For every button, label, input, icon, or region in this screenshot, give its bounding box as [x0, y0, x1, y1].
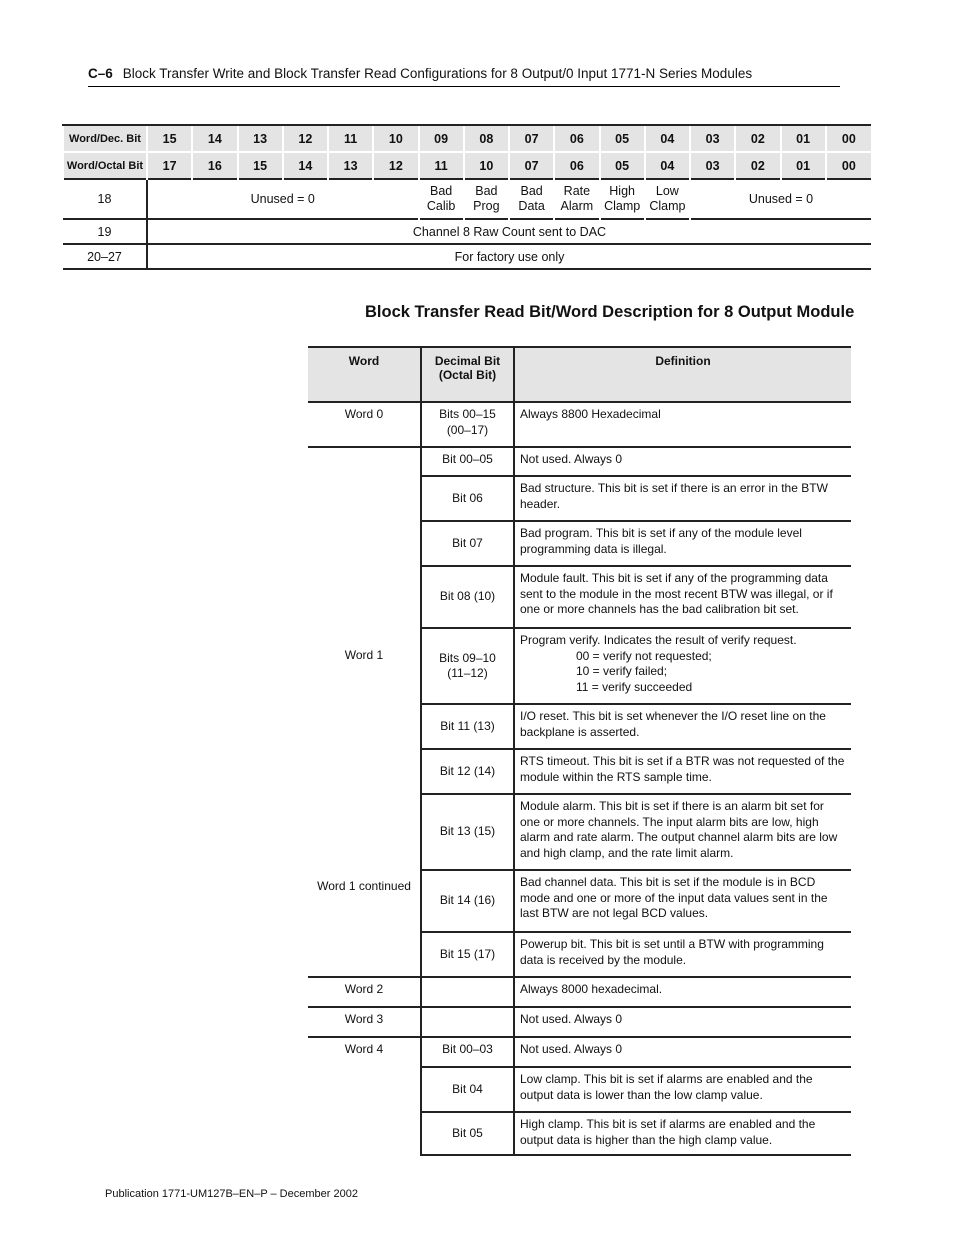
word-19-row	[63, 219, 871, 244]
bit-cell: Bit 05	[421, 1112, 514, 1155]
word-cell: Word 3	[308, 1007, 421, 1037]
dec-bit-cell: 12	[283, 125, 328, 152]
dec-bit-row	[63, 125, 871, 152]
oct-bit-row	[63, 152, 871, 179]
unused-field: Unused = 0	[147, 179, 419, 219]
oct-bit-cell: 15	[238, 152, 283, 179]
oct-bit-cell: 17	[147, 152, 192, 179]
definition-cell: Bad channel data. This bit is set if the module is in BCD mode and one or more of the input data values sent in the last BTW are not legal BCD values.	[514, 870, 851, 932]
bit-description-table	[308, 346, 851, 1156]
oct-bit-cell: 12	[373, 152, 418, 179]
dec-bit-cell: 14	[192, 125, 237, 152]
oct-bit-cell: 01	[781, 152, 826, 179]
table-header-row	[308, 347, 851, 402]
bit-layout-table	[62, 124, 871, 270]
page-footer: Publication 1771-UM127B–EN–P – December 2002	[105, 1188, 358, 1200]
bad-data-field: Bad Data	[509, 179, 554, 219]
word-cell: Word 4	[308, 1037, 421, 1155]
definition-cell: Always 8000 hexadecimal.	[514, 977, 851, 1007]
word-cell: Word 2	[308, 977, 421, 1007]
oct-bit-label: Word/Octal Bit	[63, 152, 147, 179]
bit-cell: Bits 09–10 (11–12)	[421, 628, 514, 704]
section-title: Block Transfer Read Bit/Word Description for 8 Output Module	[365, 303, 855, 321]
page-number: C–6	[88, 66, 113, 81]
word-number: 18	[63, 179, 147, 219]
bad-calib-field: Bad Calib	[419, 179, 464, 219]
dec-bit-cell: 15	[147, 125, 192, 152]
word-cell: Word 1	[308, 447, 421, 794]
oct-bit-cell: 13	[328, 152, 373, 179]
bit-cell	[421, 1007, 514, 1037]
oct-bit-cell: 06	[554, 152, 599, 179]
col-word-header: Word	[308, 347, 421, 402]
col-definition-header: Definition	[514, 347, 851, 402]
bit-cell: Bit 00–03	[421, 1037, 514, 1067]
dec-bit-cell: 09	[419, 125, 464, 152]
low-clamp-field: Low Clamp	[645, 179, 690, 219]
definition-cell: Powerup bit. This bit is set until a BTW with programming data is received by the module.	[514, 932, 851, 977]
page-header-title: Block Transfer Write and Block Transfer Read Configurations for 8 Output/0 Input 1771-N Series Modules	[122, 66, 753, 81]
dec-bit-cell: 02	[735, 125, 780, 152]
table-row	[308, 1037, 851, 1067]
oct-bit-cell: 07	[509, 152, 554, 179]
definition-cell: Always 8800 Hexadecimal	[514, 402, 851, 447]
bit-cell	[421, 977, 514, 1007]
bit-cell: Bit 11 (13)	[421, 704, 514, 749]
raw-count-field: Channel 8 Raw Count sent to DAC	[147, 219, 871, 244]
dec-bit-cell: 08	[464, 125, 509, 152]
bit-cell: Bit 15 (17)	[421, 932, 514, 977]
table-row	[308, 794, 851, 870]
oct-bit-cell: 14	[283, 152, 328, 179]
bit-cell: Bits 00–15 (00–17)	[421, 402, 514, 447]
oct-bit-cell: 16	[192, 152, 237, 179]
dec-bit-cell: 13	[238, 125, 283, 152]
oct-bit-cell: 03	[690, 152, 735, 179]
table-row	[308, 977, 851, 1007]
word-20-27-row	[63, 244, 871, 269]
definition-cell: Not used. Always 0	[514, 1037, 851, 1067]
word-number: 20–27	[63, 244, 147, 269]
dec-bit-cell: 00	[826, 125, 871, 152]
dec-bit-cell: 04	[645, 125, 690, 152]
col-bit-header: Decimal Bit (Octal Bit)	[421, 347, 514, 402]
table-row	[308, 402, 851, 447]
bad-prog-field: Bad Prog	[464, 179, 509, 219]
high-clamp-field: High Clamp	[600, 179, 645, 219]
dec-bit-cell: 05	[600, 125, 645, 152]
dec-bit-cell: 07	[509, 125, 554, 152]
definition-cell: Module fault. This bit is set if any of the programming data sent to the module in the most recent BTW was illegal, or if one or more channels has the bad calibration bit set.	[514, 566, 851, 628]
bit-cell: Bit 07	[421, 521, 514, 566]
oct-bit-cell: 05	[600, 152, 645, 179]
bit-cell: Bit 13 (15)	[421, 794, 514, 870]
definition-cell: Bad program. This bit is set if any of the module level programming data is illegal.	[514, 521, 851, 566]
definition-cell: Not used. Always 0	[514, 1007, 851, 1037]
definition-cell: Module alarm. This bit is set if there is an alarm bit set for one or more channels. The input alarm bits are low, high alarm and rate alarm. The output channel alarm bits are low and high clamp, and the rate limit alarm.	[514, 794, 851, 870]
dec-bit-cell: 11	[328, 125, 373, 152]
bit-cell: Bit 08 (10)	[421, 566, 514, 628]
word-number: 19	[63, 219, 147, 244]
bit-cell: Bit 14 (16)	[421, 870, 514, 932]
definition-cell: RTS timeout. This bit is set if a BTR was not requested of the module within the RTS sample time.	[514, 749, 851, 794]
word-cell: Word 1 continued	[317, 879, 411, 893]
word-cell: Word 0	[308, 402, 421, 447]
oct-bit-cell: 11	[419, 152, 464, 179]
dec-bit-cell: 01	[781, 125, 826, 152]
definition-cell: I/O reset. This bit is set whenever the I/O reset line on the backplane is asserted.	[514, 704, 851, 749]
bit-cell: Bit 12 (14)	[421, 749, 514, 794]
table-row	[308, 1007, 851, 1037]
factory-use-field: For factory use only	[147, 244, 871, 269]
bit-cell: Bit 06	[421, 476, 514, 521]
dec-bit-cell: 06	[554, 125, 599, 152]
word-18-row	[63, 179, 871, 219]
oct-bit-cell: 10	[464, 152, 509, 179]
table-row	[308, 447, 851, 476]
bit-cell: Bit 00–05	[421, 447, 514, 476]
dec-bit-cell: 10	[373, 125, 418, 152]
oct-bit-cell: 02	[735, 152, 780, 179]
definition-cell: Bad structure. This bit is set if there is an error in the BTW header.	[514, 476, 851, 521]
unused-field: Unused = 0	[690, 179, 871, 219]
definition-cell: Low clamp. This bit is set if alarms are enabled and the output data is lower than the low clamp value.	[514, 1067, 851, 1112]
dec-bit-label: Word/Dec. Bit	[63, 125, 147, 152]
definition-cell: Program verify. Indicates the result of verify request. 00 = verify not requested; 10 = verify failed; 11 = verify succeeded	[514, 628, 851, 704]
definition-cell: High clamp. This bit is set if alarms are enabled and the output data is higher than the high clamp value.	[514, 1112, 851, 1155]
definition-cell: Not used. Always 0	[514, 447, 851, 476]
rate-alarm-field: Rate Alarm	[554, 179, 599, 219]
bit-cell: Bit 04	[421, 1067, 514, 1112]
oct-bit-cell: 04	[645, 152, 690, 179]
oct-bit-cell: 00	[826, 152, 871, 179]
dec-bit-cell: 03	[690, 125, 735, 152]
page-header	[88, 66, 840, 87]
